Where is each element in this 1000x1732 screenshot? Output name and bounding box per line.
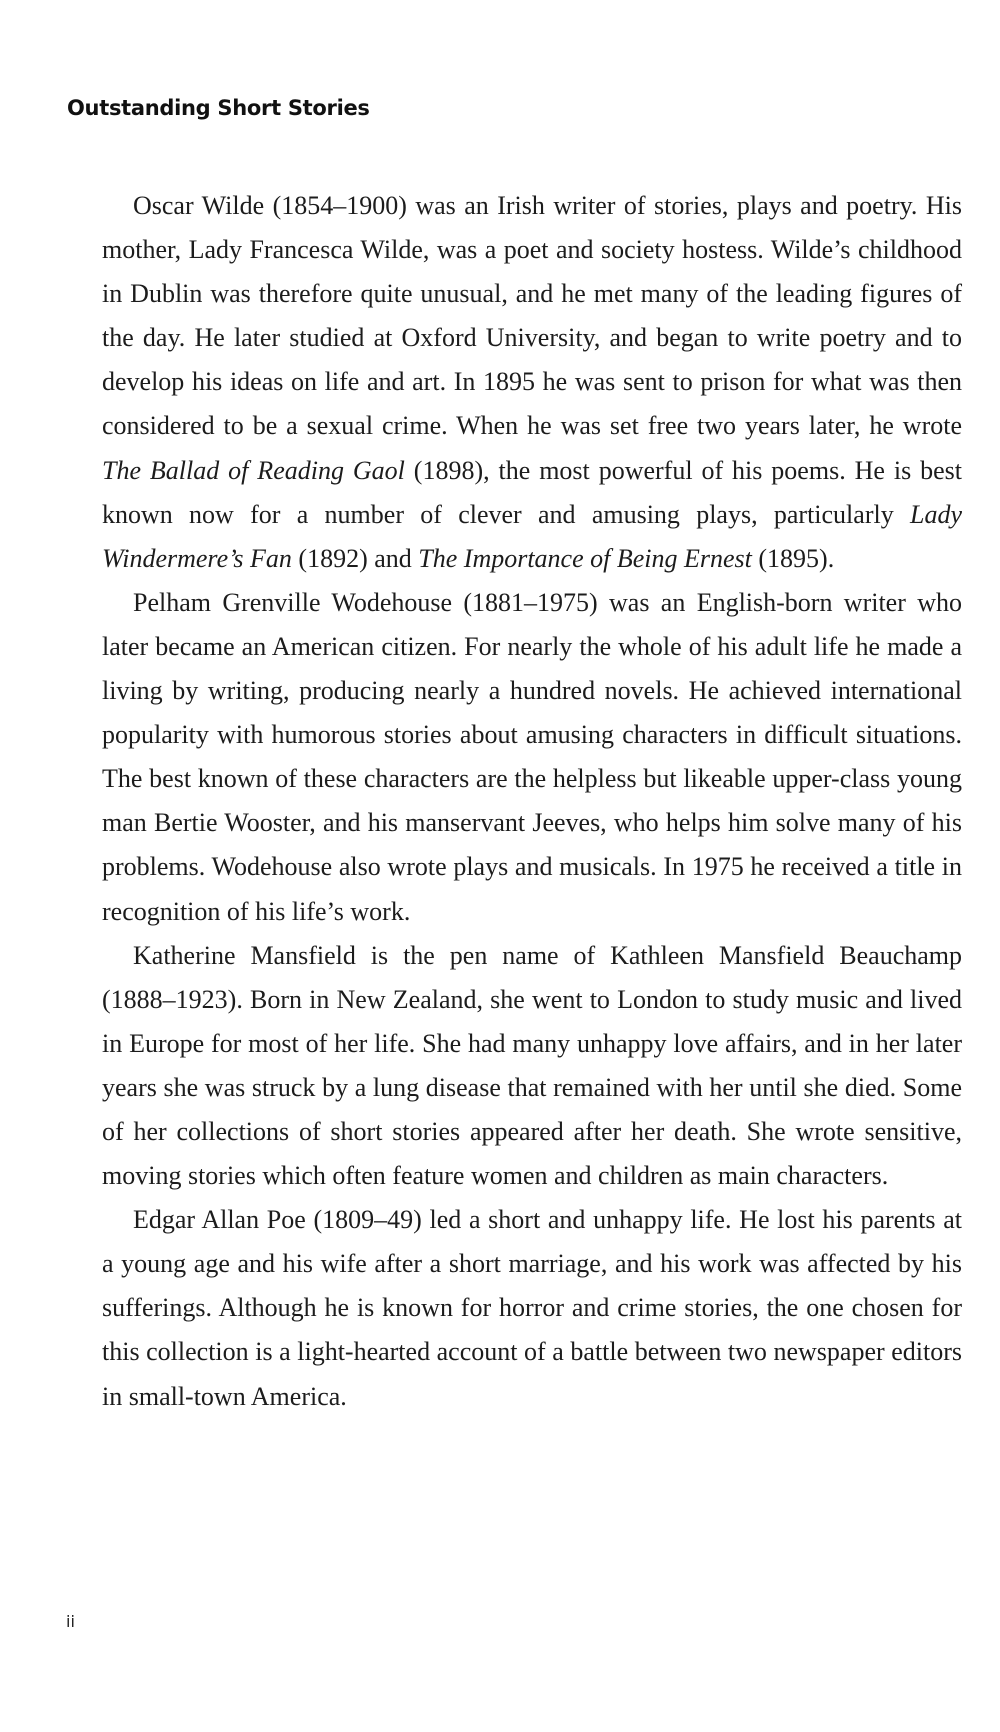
body-text [102,184,962,1419]
text-segment: (1898), the most powerful of his poems. He is best known now for a number of clever and amusing plays, particularly [102,455,962,529]
book-title-lady-windermeres-fan: Lady Windermere’s Fan [102,499,962,573]
paragraph-oscar-wilde [102,184,962,581]
text-segment: Katherine Mansfield is the pen name of Kathleen Mansfield Beauchamp (1888–1923). Born in New Zealand, she went to London to study music and lived in Europe for most of her life. She had many unhappy love affairs, and in her later years she was struck by a lung disease that remained with her until she died. Some of her collections of short stories appeared after her death. She wrote sensitive, moving stories which often feature women and children as main characters. [102,940,962,1191]
text-segment: (1895). [751,543,835,573]
text-segment: Edgar Allan Poe (1809–49) led a short and unhappy life. He lost his parents at a young age and his wife after a short marriage, and his work was affected by his sufferings. Although he is known for horror and crime stories, the one chosen for this collection is a light-hearted account of a battle between two newspaper editors in small-town America. [102,1205,962,1411]
book-title-importance-of-being-ernest: The Importance of Being Ernest [418,543,752,573]
text-segment: (1892) and [291,543,419,573]
paragraph-mansfield [102,934,962,1199]
running-head: Outstanding Short Stories [67,96,370,120]
paragraph-wodehouse [102,581,962,934]
page-number: ii [66,1612,75,1631]
paragraph-poe [102,1198,962,1418]
book-title-ballad-of-reading-gaol: The Ballad of Reading Gaol [102,455,405,485]
text-segment: Pelham Grenville Wodehouse (1881–1975) was an English-born writer who later became an American citizen. For nearly the whole of his adult life he made a living by writing, producing nearly a hundred novels. He achieved international popularity with humorous stories about amusing characters in difficult situations. The best known of these characters are the helpless but likeable upper-class young man Bertie Wooster, and his manservant Jeeves, who helps him solve many of his problems. Wodehouse also wrote plays and musicals. In 1975 he received a title in recognition of his life’s work. [102,587,962,926]
text-segment: Oscar Wilde (1854–1900) was an Irish writer of stories, plays and poetry. His mother, Lady Francesca Wilde, was a poet and society hostess. Wilde’s childhood in Dublin was therefore quite unusual, and he met many of the leading figures of the day. He later studied at Oxford University, and began to write poetry and to develop his ideas on life and art. In 1895 he was sent to prison for what was then considered to be a sexual crime. When he was set free two years later, he wrote [102,191,962,441]
